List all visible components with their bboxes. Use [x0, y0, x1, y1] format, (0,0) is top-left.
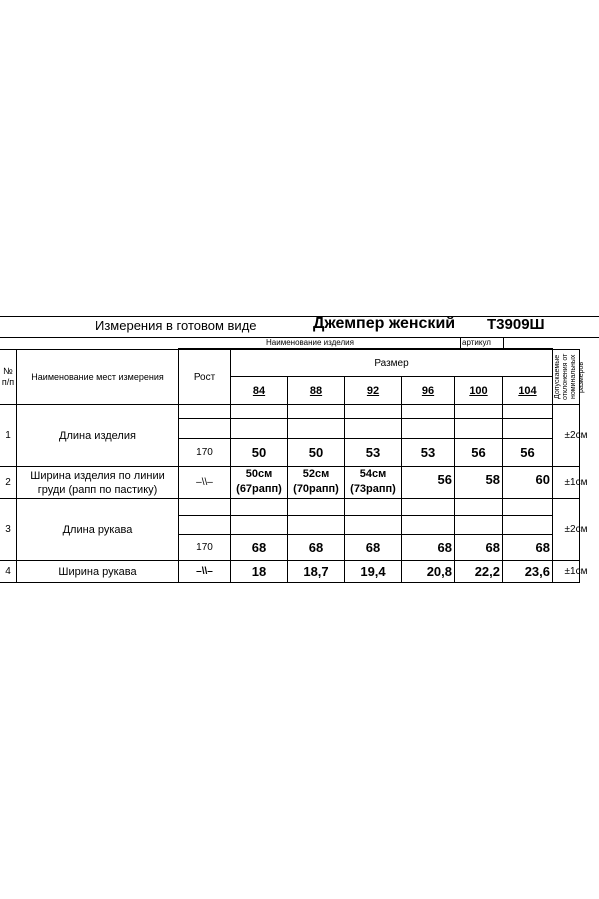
table-row-1-v84: 50 — [251, 445, 267, 460]
table-row-1-v92: 53 — [365, 445, 381, 460]
product-label: Наименование изделия — [266, 338, 354, 347]
table-row-2-v96: 56 — [437, 472, 452, 487]
measure-title: Измерения в готовом виде — [95, 318, 257, 333]
table-row-1-v100: 56 — [471, 445, 486, 460]
table-row-3-height: 170 — [196, 542, 213, 553]
table-row-4-v84: 18 — [251, 564, 267, 579]
table-row-4-v96: 20,8 — [426, 564, 452, 579]
table-row-1-v88: 50 — [308, 445, 324, 460]
col-header-num: № п/п — [1, 366, 15, 387]
table-row-3-name: Длина рукава — [62, 523, 133, 536]
size-col-88: 88 — [309, 384, 323, 397]
table-row-3-num: 3 — [5, 524, 11, 535]
table-row-4-v88: 18,7 — [303, 564, 329, 579]
table-row-4-num: 4 — [5, 566, 11, 577]
article-label: артикул — [462, 338, 491, 347]
table-row-4-v104: 23,6 — [524, 564, 550, 579]
size-col-104: 104 — [518, 384, 537, 397]
table-row-3-v96: 68 — [437, 540, 452, 555]
table-row-1-v104: 56 — [520, 445, 535, 460]
table-row-4-tolerance: ±1см — [564, 566, 588, 577]
table-row-2-v100: 58 — [485, 472, 500, 487]
table-row-3-v88: 68 — [308, 540, 324, 555]
table-row-4-height: –\\– — [196, 566, 213, 577]
table-row-2-v88: 52см (70рапп) — [293, 468, 339, 495]
col-header-place: Наименование мест измерения — [31, 372, 164, 382]
table-row-3-tolerance: ±2см — [564, 524, 588, 535]
table-row-2-v92: 54см (73рапп) — [350, 468, 396, 495]
table-row-3-v84: 68 — [251, 540, 267, 555]
table-row-1-num: 1 — [5, 430, 11, 441]
table-row-1-height: 170 — [196, 447, 213, 458]
table-row-2-name: Ширина изделия по линии груди (рапп по пастику) — [30, 470, 165, 496]
table-row-3-v104: 68 — [535, 540, 550, 555]
table-row-2-num: 2 — [5, 477, 11, 488]
table-row-2-v84: 50см (67рапп) — [236, 468, 282, 495]
table-row-4-name: Ширина рукава — [58, 565, 137, 578]
article-code: Т3909Ш — [487, 316, 545, 333]
table-row-1-name: Длина изделия — [59, 429, 136, 442]
table-row-2-height: –\\– — [196, 477, 213, 488]
product-name: Джемпер женский — [313, 315, 456, 332]
table-row-1-tolerance: ±2см — [564, 430, 588, 441]
table-row-2-v104: 60 — [535, 472, 550, 487]
size-col-84: 84 — [252, 384, 266, 397]
col-header-height: Рост — [193, 371, 216, 383]
table-row-3-v100: 68 — [485, 540, 500, 555]
size-col-92: 92 — [366, 384, 380, 397]
table-row-4-v92: 19,4 — [360, 564, 386, 579]
col-header-size: Размер — [374, 357, 409, 369]
table-row-3-v92: 68 — [365, 540, 381, 555]
col-header-tolerance: Допускаемые отклонения от номинальных размеров — [554, 353, 585, 401]
size-col-100: 100 — [469, 384, 488, 397]
table-row-4-v100: 22,2 — [474, 564, 500, 579]
table-row-1-v96: 53 — [420, 445, 436, 460]
size-col-96: 96 — [421, 384, 435, 397]
table-row-2-tolerance: ±1см — [564, 477, 588, 488]
